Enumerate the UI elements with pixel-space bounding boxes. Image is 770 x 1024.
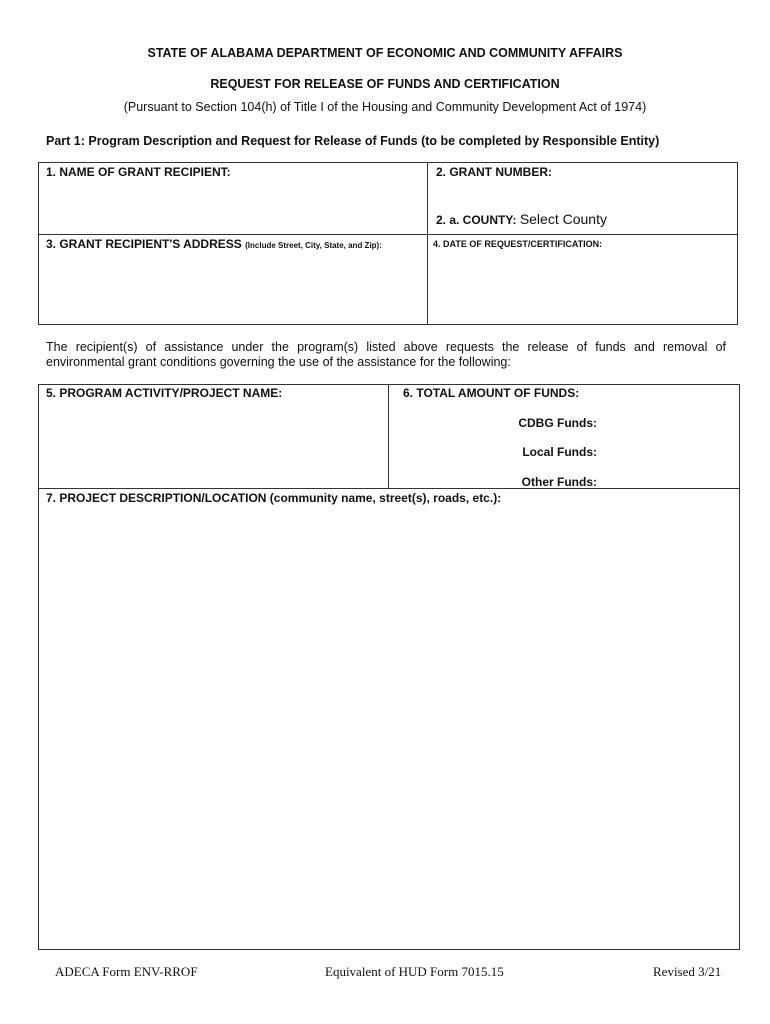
local-funds-label: Local Funds: (522, 445, 597, 459)
date-input[interactable] (430, 254, 736, 322)
date-label: 4. DATE OF REQUEST/CERTIFICATION: (433, 239, 603, 249)
release-statement: The recipient(s) of assistance under the program(s) listed above requests the release of funds and removal of environmental grant conditions governing the use of the assistance for the following: (46, 340, 726, 369)
cdbg-funds-label: CDBG Funds: (518, 416, 597, 430)
local-funds-input[interactable] (600, 441, 736, 461)
column-divider (427, 162, 428, 325)
grant-recipient-input[interactable] (40, 182, 425, 232)
other-funds-label: Other Funds: (521, 475, 597, 489)
row-divider (38, 234, 738, 235)
grant-recipient-label: 1. NAME OF GRANT RECIPIENT: (46, 165, 231, 179)
form-title: REQUEST FOR RELEASE OF FUNDS AND CERTIFICATION (210, 77, 560, 91)
program-activity-label: 5. PROGRAM ACTIVITY/PROJECT NAME: (46, 386, 283, 400)
program-activity-input[interactable] (40, 404, 386, 486)
part1-heading: Part 1: Program Description and Request for Release of Funds (to be completed by Responsible Entity) (46, 134, 660, 148)
row-divider-2 (38, 488, 740, 489)
footer-form-id: ADECA Form ENV-RROF (55, 964, 198, 979)
address-label-wrap (46, 237, 382, 251)
grant-number-input[interactable] (430, 182, 736, 208)
pursuant-note: (Pursuant to Section 104(h) of Title I of the Housing and Community Development Act of 1974) (123, 100, 647, 114)
project-description-input[interactable] (40, 510, 738, 948)
footer-hud-equivalent: Equivalent of HUD Form 7015.15 (325, 964, 504, 979)
address-input[interactable] (40, 254, 425, 322)
other-funds-input[interactable] (600, 470, 736, 487)
grant-number-label: 2. GRANT NUMBER: (436, 165, 552, 179)
agency-title: STATE OF ALABAMA DEPARTMENT OF ECONOMIC AND COMMUNITY AFFAIRS (147, 46, 623, 60)
cdbg-funds-input[interactable] (600, 412, 736, 432)
county-select[interactable]: Select County (519, 211, 607, 227)
address-label: 3. GRANT RECIPIENT'S ADDRESS (46, 237, 242, 251)
project-description-label: 7. PROJECT DESCRIPTION/LOCATION (community name, street(s), roads, etc.): (46, 491, 502, 505)
column-divider-2 (388, 384, 389, 488)
total-funds-label: 6. TOTAL AMOUNT OF FUNDS: (403, 386, 580, 400)
county-field (436, 211, 607, 227)
footer-revision: Revised 3/21 (653, 964, 722, 979)
county-label: 2. a. COUNTY: (436, 213, 517, 227)
address-hint: (Include Street, City, State, and Zip): (245, 241, 382, 250)
